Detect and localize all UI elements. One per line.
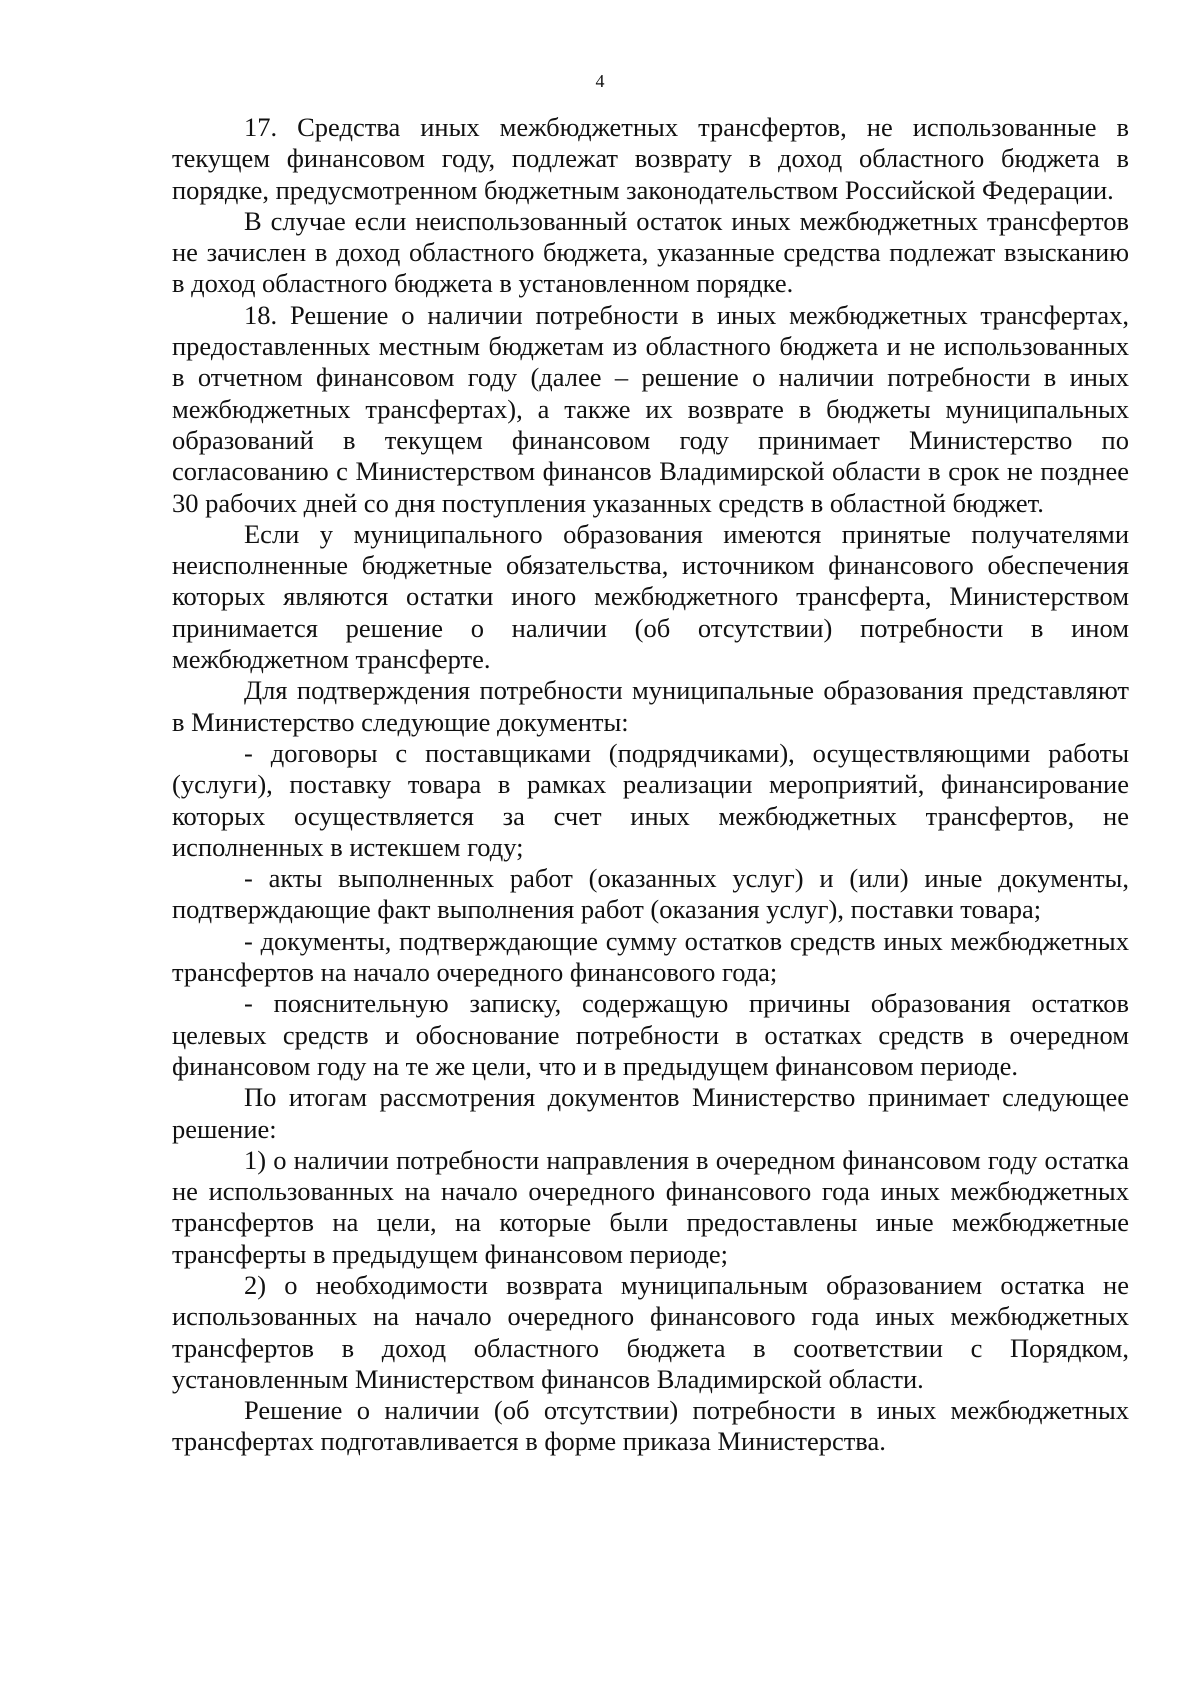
paragraph-documents-intro: Для подтверждения потребности муниципальные образования представляют в Министерство следующие документы: xyxy=(172,675,1129,737)
paragraph-unused-balance: В случае если неиспользованный остаток иных межбюджетных трансфертов не зачислен в доход областного бюджета, указанные средства подлежат взысканию в доход областного бюджета в установленном порядке. xyxy=(172,205,1129,299)
paragraph-decision-intro: По итогам рассмотрения документов Министерство принимает следующее решение: xyxy=(172,1082,1129,1144)
document-body xyxy=(172,112,1129,1458)
list-item-acts: - акты выполненных работ (оказанных услуг) и (или) иные документы, подтверждающие факт выполнения работ (оказания услуг), поставки товара; xyxy=(172,863,1129,925)
paragraph-18: 18. Решение о наличии потребности в иных межбюджетных трансфертах, предоставленных местным бюджетам из областного бюджета и не использованных в отчетном финансовом году (далее – решение о наличии потребности в иных межбюджетных трансфертах), а также их возврате в бюджеты муниципальных образований в текущем финансовом году принимает Министерство по согласованию с Министерством финансов Владимирской области в срок не позднее 30 рабочих дней со дня поступления указанных средств в областной бюджет. xyxy=(172,299,1129,518)
paragraph-17: 17. Средства иных межбюджетных трансфертов, не использованные в текущем финансовом году, подлежат возврату в доход областного бюджета в порядке, предусмотренном бюджетным законодательством Российской Федерации. xyxy=(172,112,1129,205)
page-number: 4 xyxy=(595,71,605,91)
paragraph-decision-form: Решение о наличии (об отсутствии) потребности в иных межбюджетных трансфертах подготавливается в форме приказа Министерства. xyxy=(172,1395,1129,1457)
list-item-contracts: - договоры с поставщиками (подрядчиками), осуществляющими работы (услуги), поставку товара в рамках реализации мероприятий, финансирование которых осуществляется за счет иных межбюджетных трансфертов, не исполненных в истекшем году; xyxy=(172,737,1129,862)
list-item-balance-documents: - документы, подтверждающие сумму остатков средств иных межбюджетных трансфертов на начало очередного финансового года; xyxy=(172,925,1129,988)
paragraph-unfulfilled-obligations: Если у муниципального образования имеются принятые получателями неисполненные бюджетные обязательства, источником финансового обеспечения которых являются остатки иного межбюджетного трансферта, Министерством принимается решение о наличии (об отсутствии) потребности в ином межбюджетном трансферте. xyxy=(172,518,1129,675)
decision-option-2: 2) о необходимости возврата муниципальным образованием остатка не использованных на начало очередного финансового года иных межбюджетных трансфертов в доход областного бюджета в соответствии с Порядком, установленным Министерством финансов Владимирской области. xyxy=(172,1269,1129,1394)
decision-option-1: 1) о наличии потребности направления в очередном финансовом году остатка не использованных на начало очередного финансового года иных межбюджетных трансфертов на цели, на которые были предоставлены иные межбюджетные трансферты в предыдущем финансовом периоде; xyxy=(172,1144,1129,1269)
list-item-explanatory-note: - пояснительную записку, содержащую причины образования остатков целевых средств и обоснование потребности в остатках средств в очередном финансовом году на те же цели, что и в предыдущем финансовом периоде. xyxy=(172,988,1129,1081)
